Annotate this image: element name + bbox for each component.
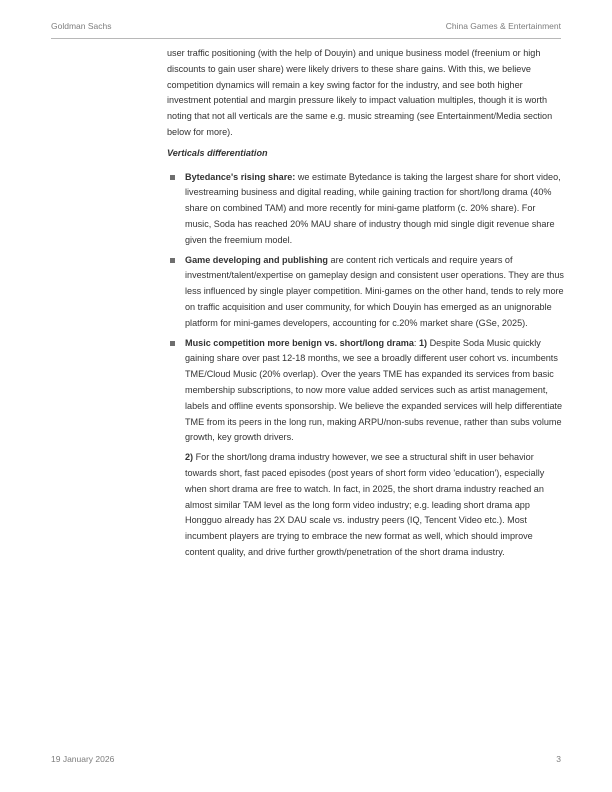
header-firm-name: Goldman Sachs xyxy=(51,21,112,31)
followup-paragraph xyxy=(167,450,564,561)
bullet-point-marker: 1) xyxy=(418,337,428,348)
header-report-title: China Games & Entertainment xyxy=(445,21,561,31)
square-bullet-icon xyxy=(170,175,175,180)
followup-marker: 2) xyxy=(185,452,194,463)
footer-date: 19 January 2026 xyxy=(51,754,115,764)
section-title: Verticals differentiation xyxy=(167,147,268,158)
bullet-lead: Game developing and publishing xyxy=(185,254,328,265)
bullet-lead: Bytedance's rising share: xyxy=(185,171,296,182)
followup-text: For the short/long drama industry however, we see a structural shift in user behavior towards short, fast paced episodes (post years of short form video 'education'), especially when short drama are free to watch. In fact, in 2025, the short drama industry reached an almost similar TAM level as the long form video industry; e.g. leading short drama app Hongguo already has 2X DAU scale vs. industry peers (IQ, Tencent Video etc.). Most incumbent players are trying to embrace the new format as well, which should improve content quality, and drive further growth/penetration of the short drama industry. xyxy=(185,452,545,557)
square-bullet-icon xyxy=(170,258,175,263)
square-bullet-icon xyxy=(170,341,175,346)
header-divider xyxy=(51,38,561,39)
report-body xyxy=(167,46,564,561)
bullet-text: we estimate Bytedance is taking the largest share for short video, livestreaming business and digital reading, while gaining traction for short/long drama (40% share on combined TAM) and more recently for mini-game platform (c. 20% share). For music, Soda has reached 20% MAU share of industry though mid single digit revenue share given the freemium model. xyxy=(185,171,561,245)
bullet-item xyxy=(167,170,564,249)
bullet-colon: : xyxy=(413,337,419,348)
intro-paragraph: user traffic positioning (with the help of Douyin) and unique business model (freenium or high discounts to gain user share) were likely drivers to these share gains. With this, we believe competition dynamics will remain a key swing factor for the industry, and see both higher investment potential and margin pressure likely to impact valuation multiples, though it is worth noting that not all verticals are the same e.g. music streaming (see Entertainment/Media section below for more). xyxy=(167,48,553,137)
bullet-item xyxy=(167,336,564,447)
bullet-text: Despite Soda Music quickly gaining share over past 12-18 months, we see a broadly different user cohort vs. incumbents TME/Cloud Music (20% overlap). Over the years TME has expanded its services from basic membership subscriptions, to now more value added services such as artist management, labels and offline events sponsorship. We believe the expanded services will help differentiate TME from its peers in the long run, making ARPU/non-subs revenue, rather than subs volume growth, key growth drivers. xyxy=(185,337,563,443)
bullet-item xyxy=(167,253,564,332)
footer-page-number: 3 xyxy=(556,754,561,764)
bullet-text: are content rich verticals and require years of investment/talent/expertise on gameplay design and consistent user operations. They are thus less influenced by single player competition. Mini-games on the other hand, tends to rely more on traffic acquisition and user community, for which Douyin has emerged as an unignorable platform for mini-games developers, accounting for c.20% market share (GSe, 2025). xyxy=(185,254,564,328)
bullet-lead: Music competition more benign vs. short/long drama xyxy=(185,337,414,348)
